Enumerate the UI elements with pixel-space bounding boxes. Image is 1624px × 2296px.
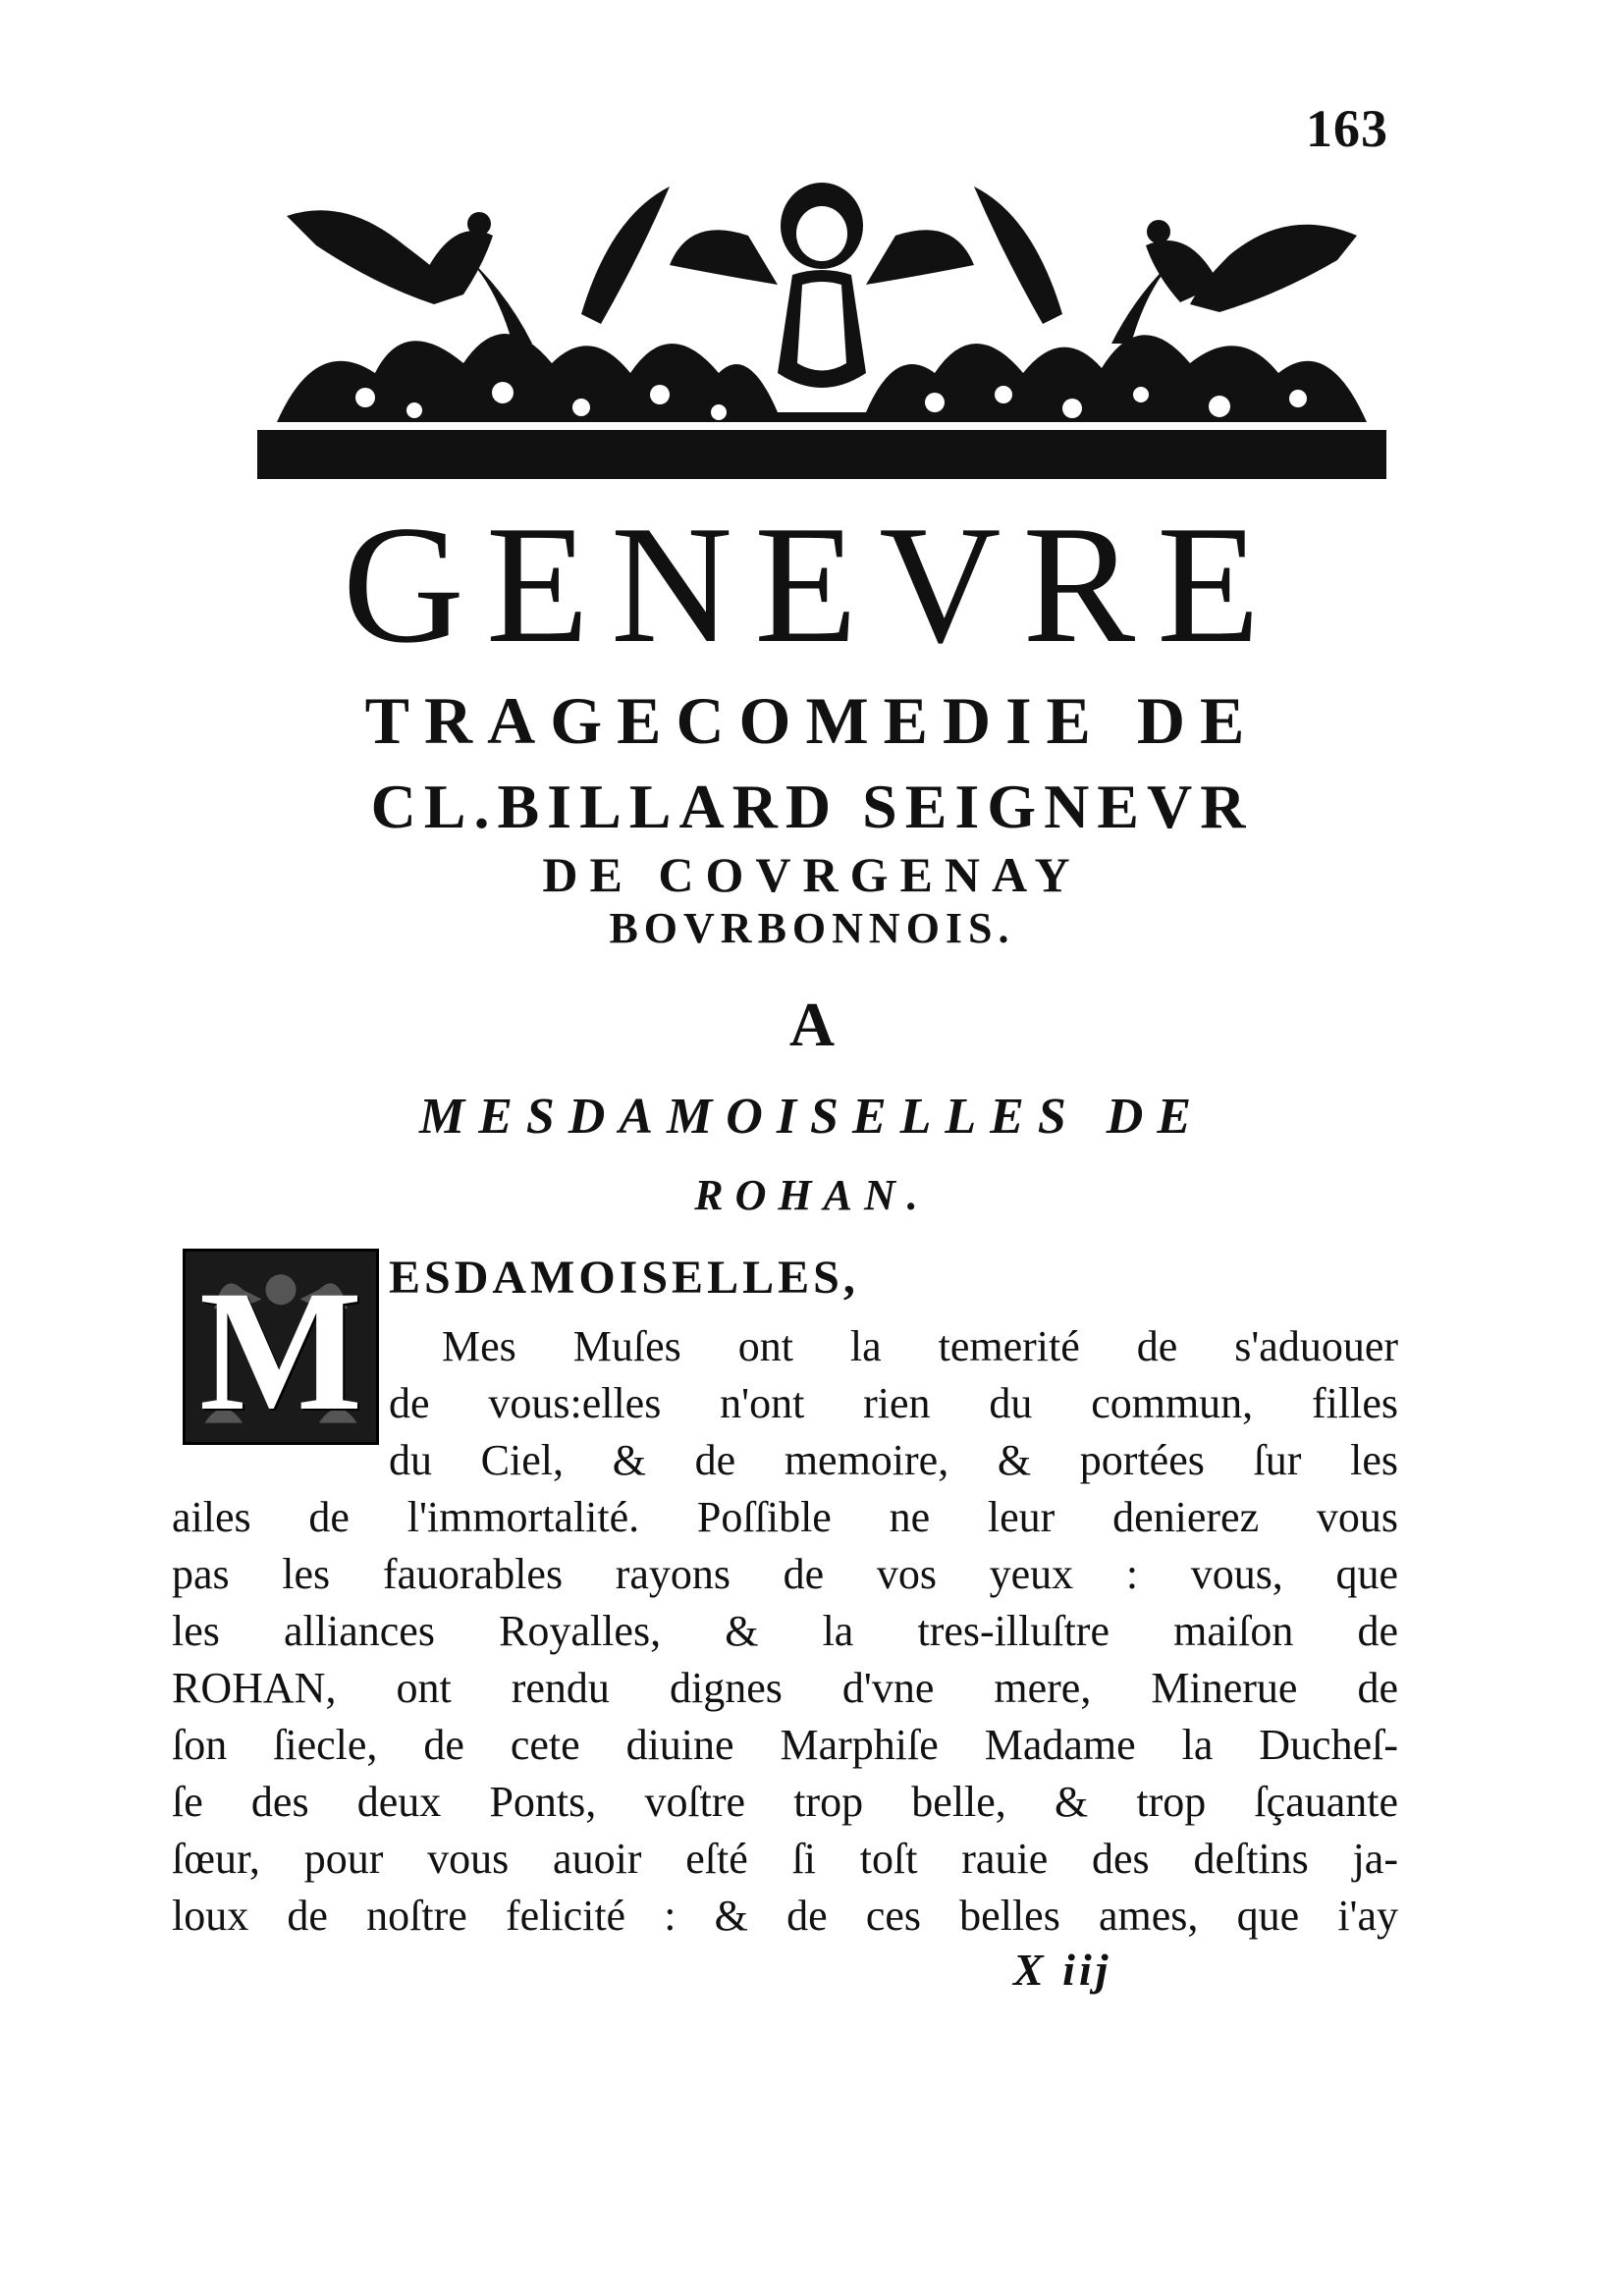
body-line: ſœur, pour vous auoir eſté ſi toſt rauie des deſtins ja- [172, 1835, 1398, 1883]
dedication-addressee-name: ROHAN. [694, 1171, 930, 1219]
body-line: ſon ſiecle, de cete diuine Marphiſe Madame la Ducheſ- [172, 1721, 1398, 1769]
body-line: loux de noſtre felicité : & de ces belles ames, que i'ay [172, 1892, 1398, 1940]
body-line: ailes de l'immortalité. Poſſible ne leur denierez vous [172, 1493, 1398, 1541]
body-line: Mes Muſes ont la temerité de s'aduouer [442, 1322, 1398, 1370]
play-title: GENEVRE [342, 492, 1282, 678]
body-line: ROHAN, ont rendu dignes d'vne mere, Minerue de [172, 1664, 1398, 1712]
salutation: ESDAMOISELLES, [389, 1252, 859, 1304]
play-subtitle: TRAGECOMEDIE DE [364, 683, 1260, 758]
dedication-to: A [788, 989, 836, 1059]
signature-mark: X iij [1013, 1945, 1112, 1995]
body-line: de vous:elles n'ont rien du commun, filles [389, 1379, 1398, 1427]
body-line: pas les fauorables rayons de vos yeux : vous, que [172, 1550, 1398, 1598]
author-line: CL.BILLARD SEIGNEVR [370, 772, 1254, 841]
ornamental-headpiece [257, 177, 1386, 491]
decorated-initial [183, 1249, 379, 1445]
page-number: 163 [1306, 99, 1388, 158]
body-line: les alliances Royalles, & la tres-illuſtre maiſon de [172, 1607, 1398, 1655]
place-line: DE COVRGENAY [542, 847, 1082, 902]
body-line: du Ciel, & de memoire, & portées ſur les [389, 1436, 1398, 1484]
initial-letter: M [198, 1255, 363, 1445]
region-line: BOVRBONNOIS. [609, 904, 1015, 952]
dedication-addressee: MESDAMOISELLES DE [418, 1089, 1206, 1145]
body-line: ſe des deux Ponts, voſtre trop belle, & trop ſçauante [172, 1778, 1398, 1826]
